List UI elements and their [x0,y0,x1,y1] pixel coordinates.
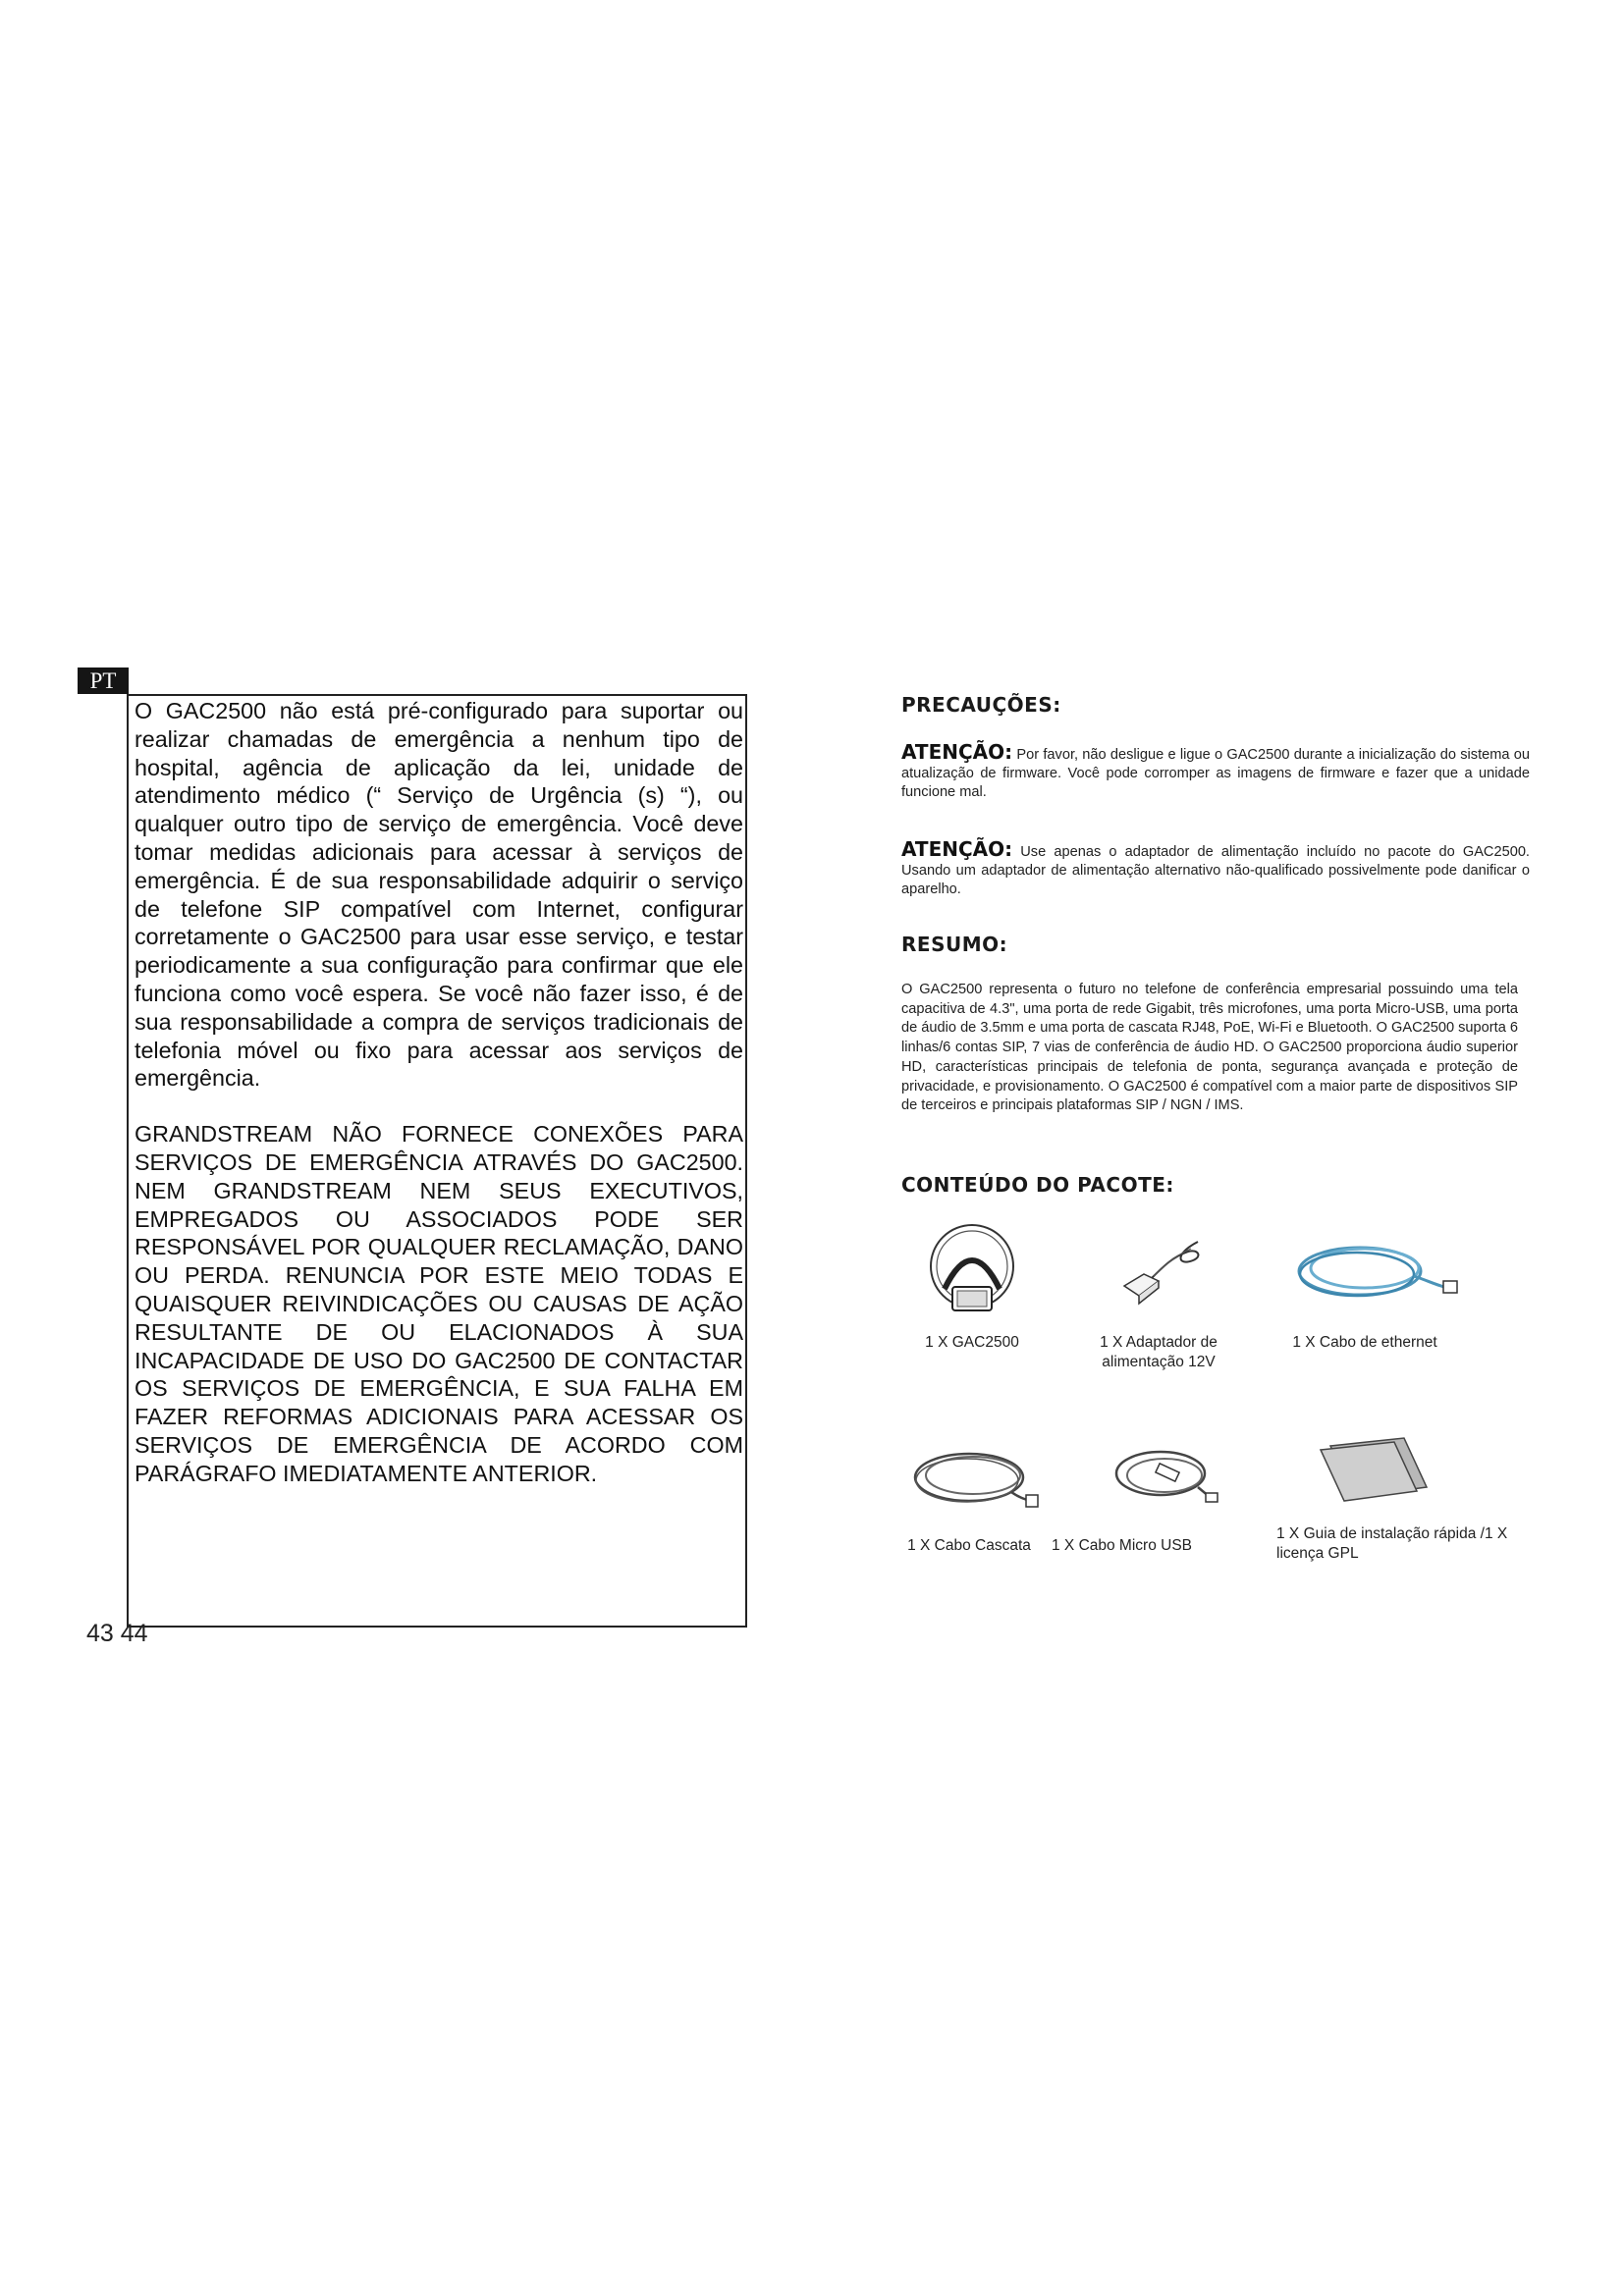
item-ethernet-cable-label: 1 X Cabo de ethernet [1292,1334,1437,1351]
liability-disclaimer-paragraph: GRANDSTREAM NÃO FORNECE CONEXÕES PARA SERVIÇOS DE EMERGÊNCIA ATRAVÉS DO GAC2500. NEM GRANDSTREAM NEM SEUS EXECUTIVOS, EMPREGADOS OU ASSOCIADOS PODE SER RESPONSÁVEL POR QUALQUER RECLAMAÇÃO, DANO OU PERDA. RENUNCIA POR ESTE MEIO TODAS E QUAISQUER REIVINDICAÇÕES OU CAUSAS DE AÇÃO RESULTANTE DE OU ELACIONADOS À SUA INCAPACIDADE DE USO DO GAC2500 DE CONTACTAR OS SERVIÇOS DE EMERGÊNCIA, E SUA FALHA EM FAZER REFORMAS ADICIONAIS PARA ACESSAR OS SERVIÇOS DE EMERGÊNCIA DE ACORDO COM PARÁGRAFO IMEDIATAMENTE ANTERIOR. [135,1121,743,1486]
item-micro-usb-cable-label: 1 X Cabo Micro USB [1052,1537,1192,1554]
micro-usb-cable-icon [1100,1438,1227,1517]
ethernet-cable-icon [1286,1227,1463,1315]
warning-2-text: Use apenas o adaptador de alimentação incluído no pacote do GAC2500. Usando um adaptador de alimentação alternativo não-qualificado possivelmente pode danificar o aparelho. [901,844,1530,897]
emergency-disclaimer-paragraph: O GAC2500 não está pré-configurado para suportar ou realizar chamadas de emergência a nenhum tipo de hospital, agência de aplicação da lei, unidade de atendimento médico (“ Serviço de Urgência (s) “), ou qualquer outro tipo de serviço de emergência. Você deve tomar medidas adicionais para acessar à serviços de emergência. É de sua responsabilidade adquirir o serviço de telefone SIP compatível com Internet, configurar corretamente o GAC2500 para usar esse serviço, e testar periodicamente a sua configuração para confirmar que ele funciona como você espera. Se você não fazer isso, é de sua responsabilidade a compra de serviços tradicionais de telefonia móvel ou fixo para acessar aos serviços de emergência. [135,698,743,1092]
page-numbers: 43 44 [86,1620,148,1647]
item-cascade-cable-label: 1 X Cabo Cascata [907,1537,1031,1554]
quick-guide-booklet-icon [1311,1428,1434,1507]
warning-1-label: ATENÇÃO: [901,740,1013,764]
language-tag: PT [78,667,129,694]
warning-adapter [901,837,1530,899]
item-quick-guide-label: 1 X Guia de instalação rápida /1 X licença GPL [1276,1525,1508,1562]
item-power-adapter-label: 1 X Adaptador de alimentação 12V [1100,1334,1218,1370]
warning-2-label: ATENÇÃO: [901,837,1013,861]
package-contents-heading: CONTEÚDO DO PACOTE: [901,1173,1174,1197]
item-gac2500-label: 1 X GAC2500 [925,1334,1019,1351]
summary-heading: RESUMO: [901,933,1008,956]
summary-text: O GAC2500 representa o futuro no telefone de conferência empresarial possuindo uma tela capacitiva de 4.3", uma porta de rede Gigabit, três microfones, uma porta Micro-USB, uma porta de áudio de 3.5mm e uma porta de cascata RJ48, PoE, Wi-Fi e Bluetooth. O GAC2500 suporta 6 linhas/6 contas SIP, 7 vias de conferência de áudio HD. O GAC2500 proporciona áudio superior HD, características principais de telefonia de ponta, segurança avançada e proteção de privacidade, e provisionamento. O GAC2500 é compatível com a maior parte de dispositivos SIP de terceiros e principais plataformas SIP / NGN / IMS. [901,982,1518,1114]
gac2500-phone-icon [923,1222,1021,1330]
cascade-cable-icon [908,1438,1046,1522]
left-page-text [135,697,743,1488]
warning-firmware [901,740,1530,802]
precautions-heading: PRECAUÇÕES: [901,693,1061,717]
warning-1-text: Por favor, não desligue e ligue o GAC2500 durante a inicialização do sistema ou atualização de firmware. Você pode corromper as imagens de firmware e fazer que a unidade funcione mal. [901,747,1530,800]
power-adapter-icon [1105,1227,1222,1315]
